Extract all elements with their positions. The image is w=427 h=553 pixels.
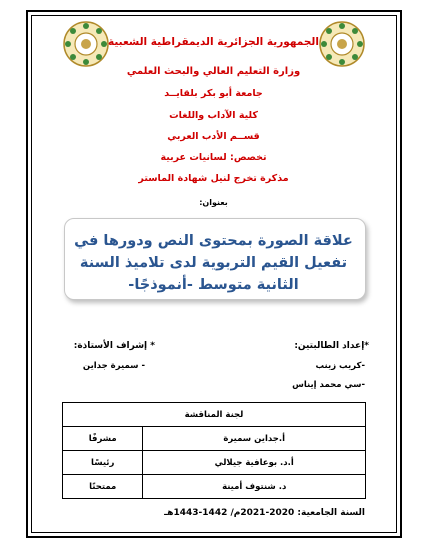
jury-heading-row	[63, 403, 366, 427]
republic-line: الجمهورية الجزائرية الديمقراطية الشعبية	[108, 36, 319, 48]
supervisor-label: * إشراف الأستاذة:	[73, 341, 155, 351]
ministry-line: وزارة التعليم العالي والبحث العلمي	[126, 66, 301, 77]
thesis-title-line-3: الثانية متوسط -أنموذجًا-	[128, 277, 299, 293]
faculty-line: كلية الآداب واللغات	[169, 110, 258, 121]
jury-member-role: رئيسًا	[63, 451, 143, 475]
jury-member-role: ممتحنًا	[63, 475, 143, 499]
jury-member-name: أ.جداين سميرة	[143, 427, 366, 451]
table-row	[63, 451, 366, 475]
degree-line: مذكرة تخرج لنيل شهادة الماستر	[138, 173, 289, 184]
jury-member-name: أ.د. بوعافية جيلالي	[143, 451, 366, 475]
table-row	[63, 427, 366, 451]
jury-heading: لجنة المناقشة	[63, 403, 366, 427]
department-line: قســم الأدب العربي	[167, 131, 260, 142]
supervisor-name: - سميرة جداين	[82, 361, 145, 371]
table-row	[63, 475, 366, 499]
jury-member-name: د. شنتوف أمينة	[143, 475, 366, 499]
viewer-bottom-strip	[0, 540, 427, 553]
specialty-line: تخصص: لسانيات عربية	[160, 152, 267, 163]
student-name-2: -سي محمد إيناس	[292, 380, 365, 390]
thesis-title-line-2: تفعيل القيم التربوية لدى تلاميذ السنة	[79, 255, 348, 271]
student-name-1: -كريب زينب	[315, 361, 365, 371]
thesis-title-line-1: علاقة الصورة بمحتوى النص ودورها في	[74, 233, 353, 249]
jury-table	[62, 402, 366, 499]
students-label: *إعداد الطالبتين:	[294, 341, 369, 351]
jury-member-role: مشرفًا	[63, 427, 143, 451]
subject-label: بعنوان:	[199, 198, 228, 207]
academic-year: السنة الجامعية: 2020-2021م/ 1442-1443هـ	[164, 508, 365, 518]
university-line: جامعة أبو بكر بلقايــد	[164, 88, 263, 99]
